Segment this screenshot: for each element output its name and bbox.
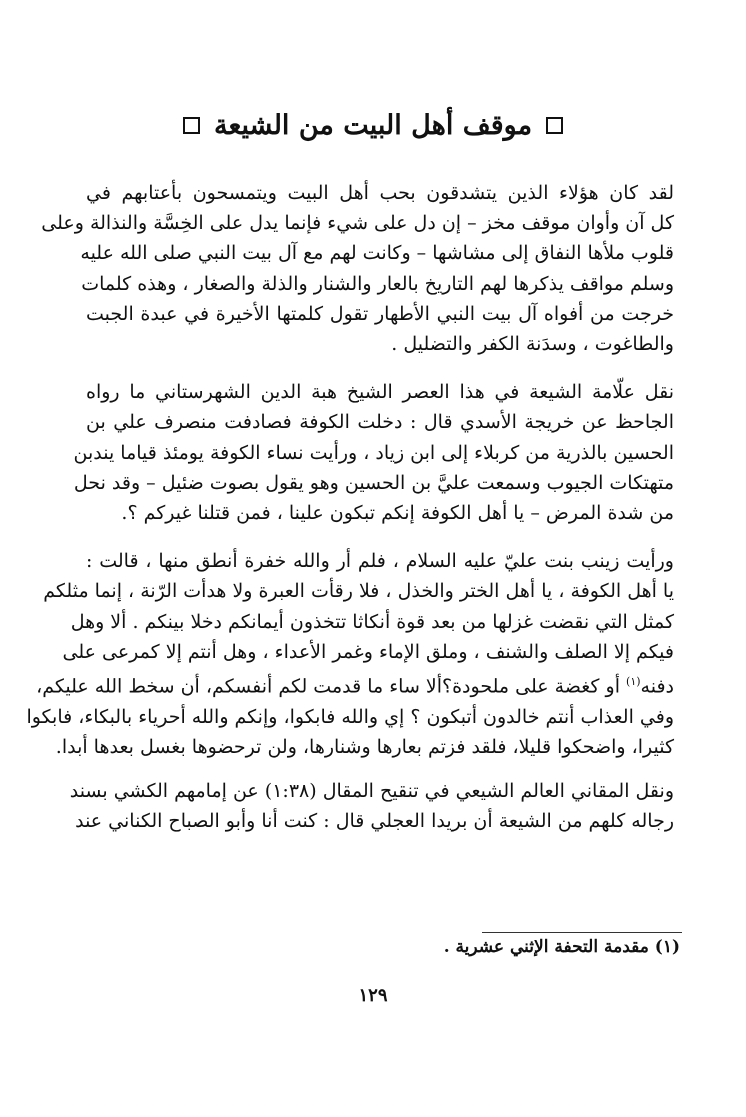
text-line: الجاحظ عن خريجة الأسدي قال : دخلت الكوفة فصادفت منصرف علي بن <box>86 411 674 434</box>
text-line: فيكم إلا الصلف والشنف ، وملق الإماء وغمر الأعداء ، وهل أنتم إلا كمرعى على <box>62 640 674 663</box>
text-line: لقد كان هؤلاء الذين يتشدقون بحب أهل البيت ويتمسحون بأعتابهم في <box>86 182 674 204</box>
heading-box-left <box>183 117 200 134</box>
footnote-marker[interactable]: (١) <box>626 675 641 689</box>
text-line: متهتكات الجيوب وسمعت عليَّ بن الحسين وهو يقول بصوت ضئيل – وقد نحل <box>73 471 674 494</box>
text-line: كمثل التي نقضت غزلها من بعد قوة أنكاثا تتخذون أيمانكم دخلا بينكم . ألا وهل <box>70 610 674 633</box>
text-line: وفي العذاب أنتم خالدون أتبكون ؟ إي والله فابكوا، وإنكم والله أحرياء بالبكاء، فابكوا <box>26 705 674 728</box>
footnote-divider <box>482 932 682 933</box>
paragraph-4 <box>69 776 674 836</box>
footnote-text: (١) مقدمة التحفة الإثني عشرية . <box>443 937 680 957</box>
body-text <box>26 178 674 850</box>
heading-title: موقف أهل البيت من الشيعة <box>213 110 533 141</box>
page-number: ١٢٩ <box>358 985 388 1006</box>
text-line: وسلم مواقف يذكرها لهم التاريخ بالعار والشنار والذلة والصغار ، وهذه كلمات <box>81 272 674 295</box>
heading-box-right <box>546 117 563 134</box>
text-line: الحسين بالذرية من كربلاء إلى ابن زياد ، ورأيت نساء الكوفة يومئذ قياما يندبن <box>73 441 674 464</box>
text-line: نقل علّامة الشيعة في هذا العصر الشيخ هبة الدين الشهرستاني ما رواه <box>86 381 674 404</box>
paragraph-3 <box>26 546 674 762</box>
text-segment: أو كغضة على ملحودة؟ألا ساء ما قدمت لكم أنفسكم، أن سخط الله عليكم، <box>36 675 627 698</box>
paragraph-1 <box>41 178 674 359</box>
text-line-with-footnote <box>36 667 674 702</box>
section-heading <box>0 110 746 141</box>
text-line: يا أهل الكوفة ، يا أهل الختر والخذل ، فلا رقأت العبرة ولا هدأت الرّنة ، إنما مثلكم <box>43 580 674 603</box>
text-line: قلوب ملأها النفاق إلى مشاشها – وكانت لهم مع آل بيت النبي صلى الله عليه <box>80 242 674 265</box>
text-line: من شدة المرض – يا أهل الكوفة إنكم تبكون علينا ، فمن قتلنا غيركم ؟. <box>121 502 674 525</box>
text-line: كثيرا، واضحكوا قليلا، فلقد فزتم بعارها وشنارها، ولن ترحضوها بغسل بعدها أبدا. <box>55 735 674 758</box>
text-line: رجاله كلهم من الشيعة أن بريدا العجلي قال : كنت أنا وأبو الصباح الكناني عند <box>75 810 674 833</box>
text-line: كل آن وأوان موقف مخز – إن دل على شيء فإنما يدل على الخِسَّة والنذالة وعلى <box>41 212 674 235</box>
paragraph-2 <box>73 377 674 528</box>
text-line: ونقل المقاني العالم الشيعي في تنقيح المقال (١:٣٨) عن إمامهم الكشي بسند <box>69 779 674 802</box>
text-line: ورأيت زينب بنت عليّ عليه السلام ، فلم أر والله خفرة أنطق منها ، قالت : <box>86 550 674 573</box>
text-segment: دفنه <box>640 675 674 698</box>
text-line: والطاغوت ، وسدَنة الكفر والتضليل . <box>391 333 674 356</box>
text-line: خرجت من أفواه آل بيت النبي الأطهار تقول كلمتها الأخيرة في عبدة الجبت <box>86 302 674 325</box>
